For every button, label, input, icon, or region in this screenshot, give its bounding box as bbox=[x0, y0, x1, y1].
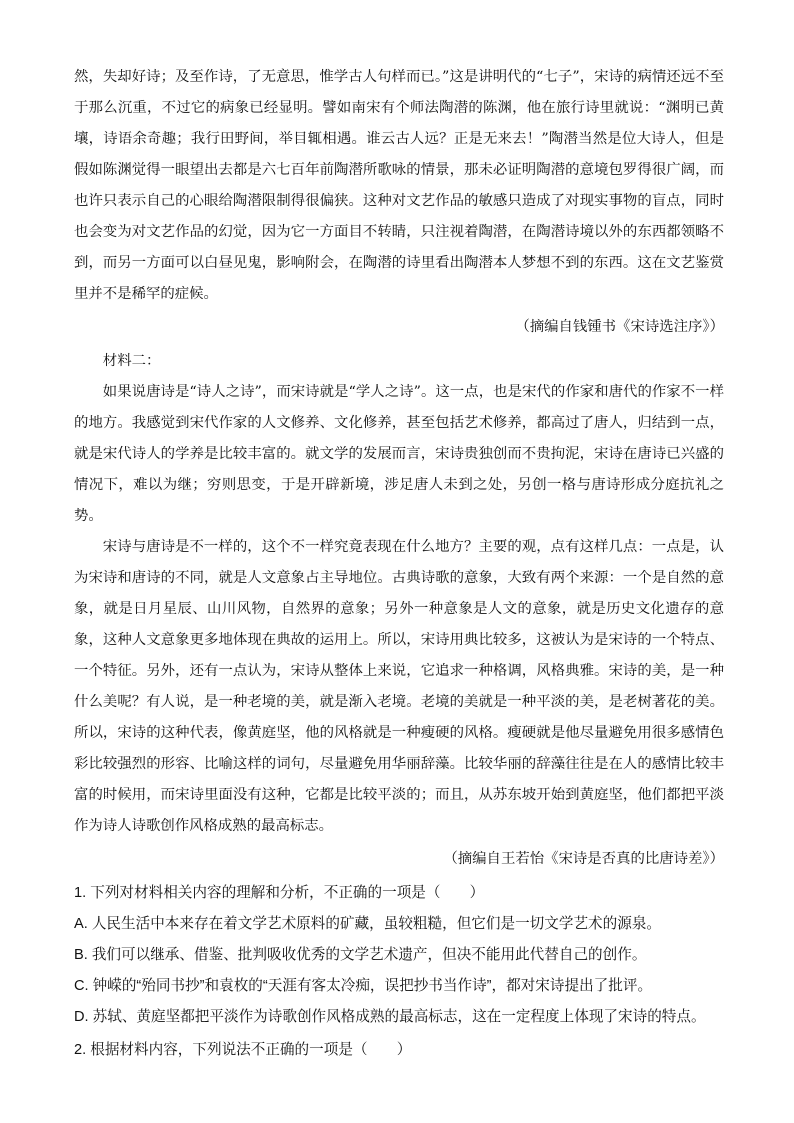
question-1-option-d[interactable]: D. 苏轼、黄庭坚都把平淡作为诗歌创作风格成熟的最高标志，这在一定程度上体现了宋诗的特点。 bbox=[74, 1009, 706, 1025]
source-citation-2: （摘编自王若怡《宋诗是否真的比唐诗差》） bbox=[443, 851, 724, 867]
question-1-option-b[interactable]: B. 我们可以继承、借鉴、批判吸收优秀的文学艺术遗产，但决不能用此代替自己的创作。 bbox=[74, 947, 647, 963]
question-1-option-c[interactable]: C. 钟嵘的“殆同书抄”和袁枚的“天涯有客太冷痴，误把抄书当作诗”，都对宋诗提出了批评。 bbox=[74, 978, 653, 994]
question-1-stem: 1. 下列对材料相关内容的理解和分析，不正确的一项是（ ） bbox=[74, 885, 485, 901]
passage-paragraph-3: 宋诗与唐诗是不一样的，这个不一样究竟表现在什么地方？主要的观，点有这样几点：一点是，认为宋诗和唐诗的不同，就是人文意象占主导地位。古典诗歌的意象，大致有两个来源：一个是自然的意象，就是日月星辰、山川风物，自然界的意象；另外一种意象是人文的意象，就是历史文化遗存的意象，这种人文意象更多地体现在典故的运用上。所以，宋诗用典比较多，这被认为是宋诗的一个特点、一个特征。另外，还有一点认为，宋诗从整体上来说，它追求一种格调，风格典雅。宋诗的美，是一种什么美呢？有人说，是一种老境的美，就是渐入老境。老境的美就是一种平淡的美，是老树著花的美。所以，宋诗的这种代表，像黄庭坚，他的风格就是一种瘦硬的风格。瘦硬就是他尽量避免用很多感情色彩比较强烈的形容、比喻这样的词句，尽量避免用华丽辞藻。比较华丽的辞藻往往是在人的感情比较丰富的时候用，而宋诗里面没有这种，它都是比较平淡的；而且，从苏东坡开始到黄庭坚，他们都把平淡作为诗人诗歌创作风格成熟的最高标志。 bbox=[74, 539, 724, 834]
question-2 bbox=[74, 1035, 724, 1066]
question-1 bbox=[74, 878, 724, 1033]
passage-paragraph-1: 然，失却好诗；及至作诗，了无意思，惟学古人句样而已。”这是讲明代的“七子”，宋诗的病情还远不至于那么沉重，不过它的病象已经显明。譬如南宋有个师法陶潜的陈渊，他在旅行诗里就说：“渊明已黄壤，诗语余奇趣；我行田野间，举目辄相遇。谁云古人远？正是无来去！”陶潜当然是位大诗人，但是假如陈渊觉得一眼望出去都是六七百年前陶潜所歌咏的情景，那未必证明陶潜的意境包罗得很广阔，而也许只表示自己的心眼给陶潜限制得很偏狭。这种对文艺作品的敏感只造成了对现实事物的盲点，同时也会变为对文艺作品的幻觉，因为它一方面目不转睛，只注视着陶潜，在陶潜诗境以外的东西都领略不到，而另一方面可以白昼见鬼，影响附会，在陶潜的诗里看出陶潜本人梦想不到的东西。这在文艺鉴赏里并不是稀罕的症候。 bbox=[74, 69, 724, 302]
material-2-heading: 材料二： bbox=[102, 353, 161, 369]
question-2-stem: 2. 根据材料内容，下列说法不正确的一项是（ ） bbox=[74, 1042, 412, 1058]
passage-paragraph-2: 如果说唐诗是“诗人之诗”，而宋诗就是“学人之诗”。这一点，也是宋代的作家和唐代的作家不一样的地方。我感觉到宋代作家的人文修养、文化修养，甚至包括艺术修养，都高过了唐人，归结到一点，就是宋代诗人的学养是比较丰富的。就文学的发展而言，宋诗贵独创而不贵拘泥，宋诗在唐诗已兴盛的情况下，难以为继；穷则思变，于是开辟新境，涉足唐人未到之处，另创一格与唐诗形成分庭抗礼之势。 bbox=[74, 384, 724, 524]
question-1-option-a[interactable]: A. 人民生活中本来存在着文学艺术原料的矿藏，虽较粗糙，但它们是一切文学艺术的源泉。 bbox=[74, 916, 662, 932]
source-citation-1: （摘编自钱锺书《宋诗选注序》） bbox=[515, 319, 724, 335]
document-content bbox=[74, 62, 724, 1066]
